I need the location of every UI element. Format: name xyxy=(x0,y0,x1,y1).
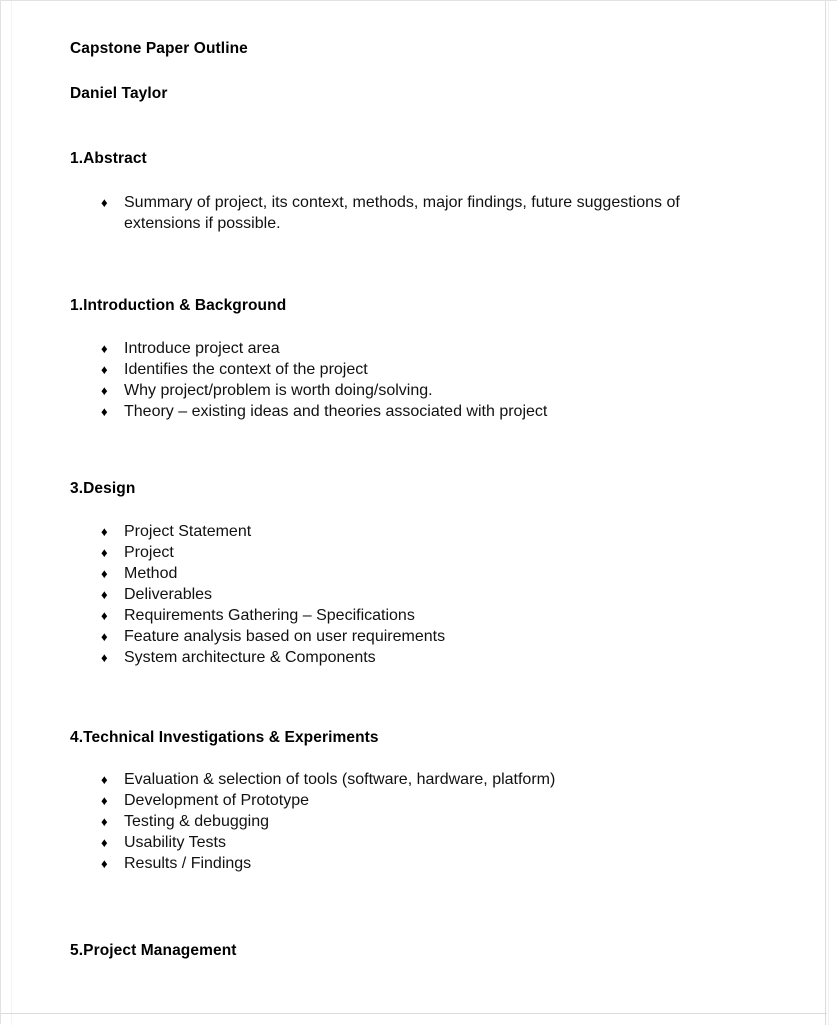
section-bullet-list xyxy=(70,192,827,234)
list-item xyxy=(70,192,827,234)
bullet-marker-icon: ♦ xyxy=(101,629,108,644)
list-item-text: Summary of project, its context, methods, major findings, future suggestions of extensions if possible. xyxy=(124,194,680,232)
bullet-marker-icon: ♦ xyxy=(101,835,108,850)
list-item xyxy=(70,769,827,790)
list-item xyxy=(70,811,827,832)
bullet-marker-icon: ♦ xyxy=(101,856,108,871)
list-item-text: System architecture & Components xyxy=(124,649,376,666)
section-project-management xyxy=(70,941,827,961)
list-item-text: Evaluation & selection of tools (software, hardware, platform) xyxy=(124,771,556,788)
list-item-text: Development of Prototype xyxy=(124,792,309,809)
list-item xyxy=(70,542,827,563)
list-item-text: Feature analysis based on user requirements xyxy=(124,628,446,645)
document-author: Daniel Taylor xyxy=(70,85,168,102)
list-item-text: Deliverables xyxy=(124,586,213,603)
list-item-text: Why project/problem is worth doing/solving. xyxy=(124,382,433,399)
section-heading: 3.Design xyxy=(70,480,136,497)
list-item-text: Project xyxy=(124,544,174,561)
list-item xyxy=(70,359,827,380)
list-item xyxy=(70,647,827,668)
bullet-marker-icon: ♦ xyxy=(101,195,108,210)
list-item xyxy=(70,584,827,605)
list-item-text: Method xyxy=(124,565,178,582)
list-item xyxy=(70,563,827,584)
section-bullet-list xyxy=(70,769,827,874)
section-introduction-background xyxy=(70,296,827,422)
list-item xyxy=(70,605,827,626)
bullet-marker-icon: ♦ xyxy=(101,341,108,356)
list-item-text: Usability Tests xyxy=(124,834,226,851)
page-border-right-inner xyxy=(828,1,829,1025)
list-item-text: Project Statement xyxy=(124,523,252,540)
list-item xyxy=(70,401,827,422)
bullet-marker-icon: ♦ xyxy=(101,566,108,581)
bullet-marker-icon: ♦ xyxy=(101,608,108,623)
list-item xyxy=(70,853,827,874)
section-abstract xyxy=(70,149,827,234)
document-body xyxy=(1,1,827,1015)
section-heading: 1.Abstract xyxy=(70,150,147,167)
bullet-marker-icon: ♦ xyxy=(101,793,108,808)
bullet-marker-icon: ♦ xyxy=(101,362,108,377)
document-header xyxy=(1,1,827,104)
section-bullet-list xyxy=(70,338,827,422)
list-item-text: Testing & debugging xyxy=(124,813,269,830)
section-heading: 4.Technical Investigations & Experiments xyxy=(70,729,379,746)
document-title: Capstone Paper Outline xyxy=(70,40,248,57)
section-design xyxy=(70,479,827,668)
outline-sections xyxy=(1,149,827,961)
list-item xyxy=(70,521,827,542)
bullet-marker-icon: ♦ xyxy=(101,814,108,829)
bullet-marker-icon: ♦ xyxy=(101,650,108,665)
list-item-text: Results / Findings xyxy=(124,855,252,872)
list-item-text: Theory – existing ideas and theories associated with project xyxy=(124,403,548,420)
section-technical-investigations xyxy=(70,728,827,874)
section-heading: 1.Introduction & Background xyxy=(70,297,287,314)
bullet-marker-icon: ♦ xyxy=(101,404,108,419)
bullet-marker-icon: ♦ xyxy=(101,772,108,787)
list-item xyxy=(70,626,827,647)
section-bullet-list xyxy=(70,521,827,668)
section-heading: 5.Project Management xyxy=(70,942,237,959)
list-item-text: Requirements Gathering – Specifications xyxy=(124,607,415,624)
list-item-text: Introduce project area xyxy=(124,340,280,357)
bullet-marker-icon: ♦ xyxy=(101,383,108,398)
bullet-marker-icon: ♦ xyxy=(101,545,108,560)
list-item xyxy=(70,790,827,811)
list-item xyxy=(70,832,827,853)
list-item-text: Identifies the context of the project xyxy=(124,361,368,378)
list-item xyxy=(70,380,827,401)
bullet-marker-icon: ♦ xyxy=(101,587,108,602)
bullet-marker-icon: ♦ xyxy=(101,524,108,539)
list-item xyxy=(70,338,827,359)
